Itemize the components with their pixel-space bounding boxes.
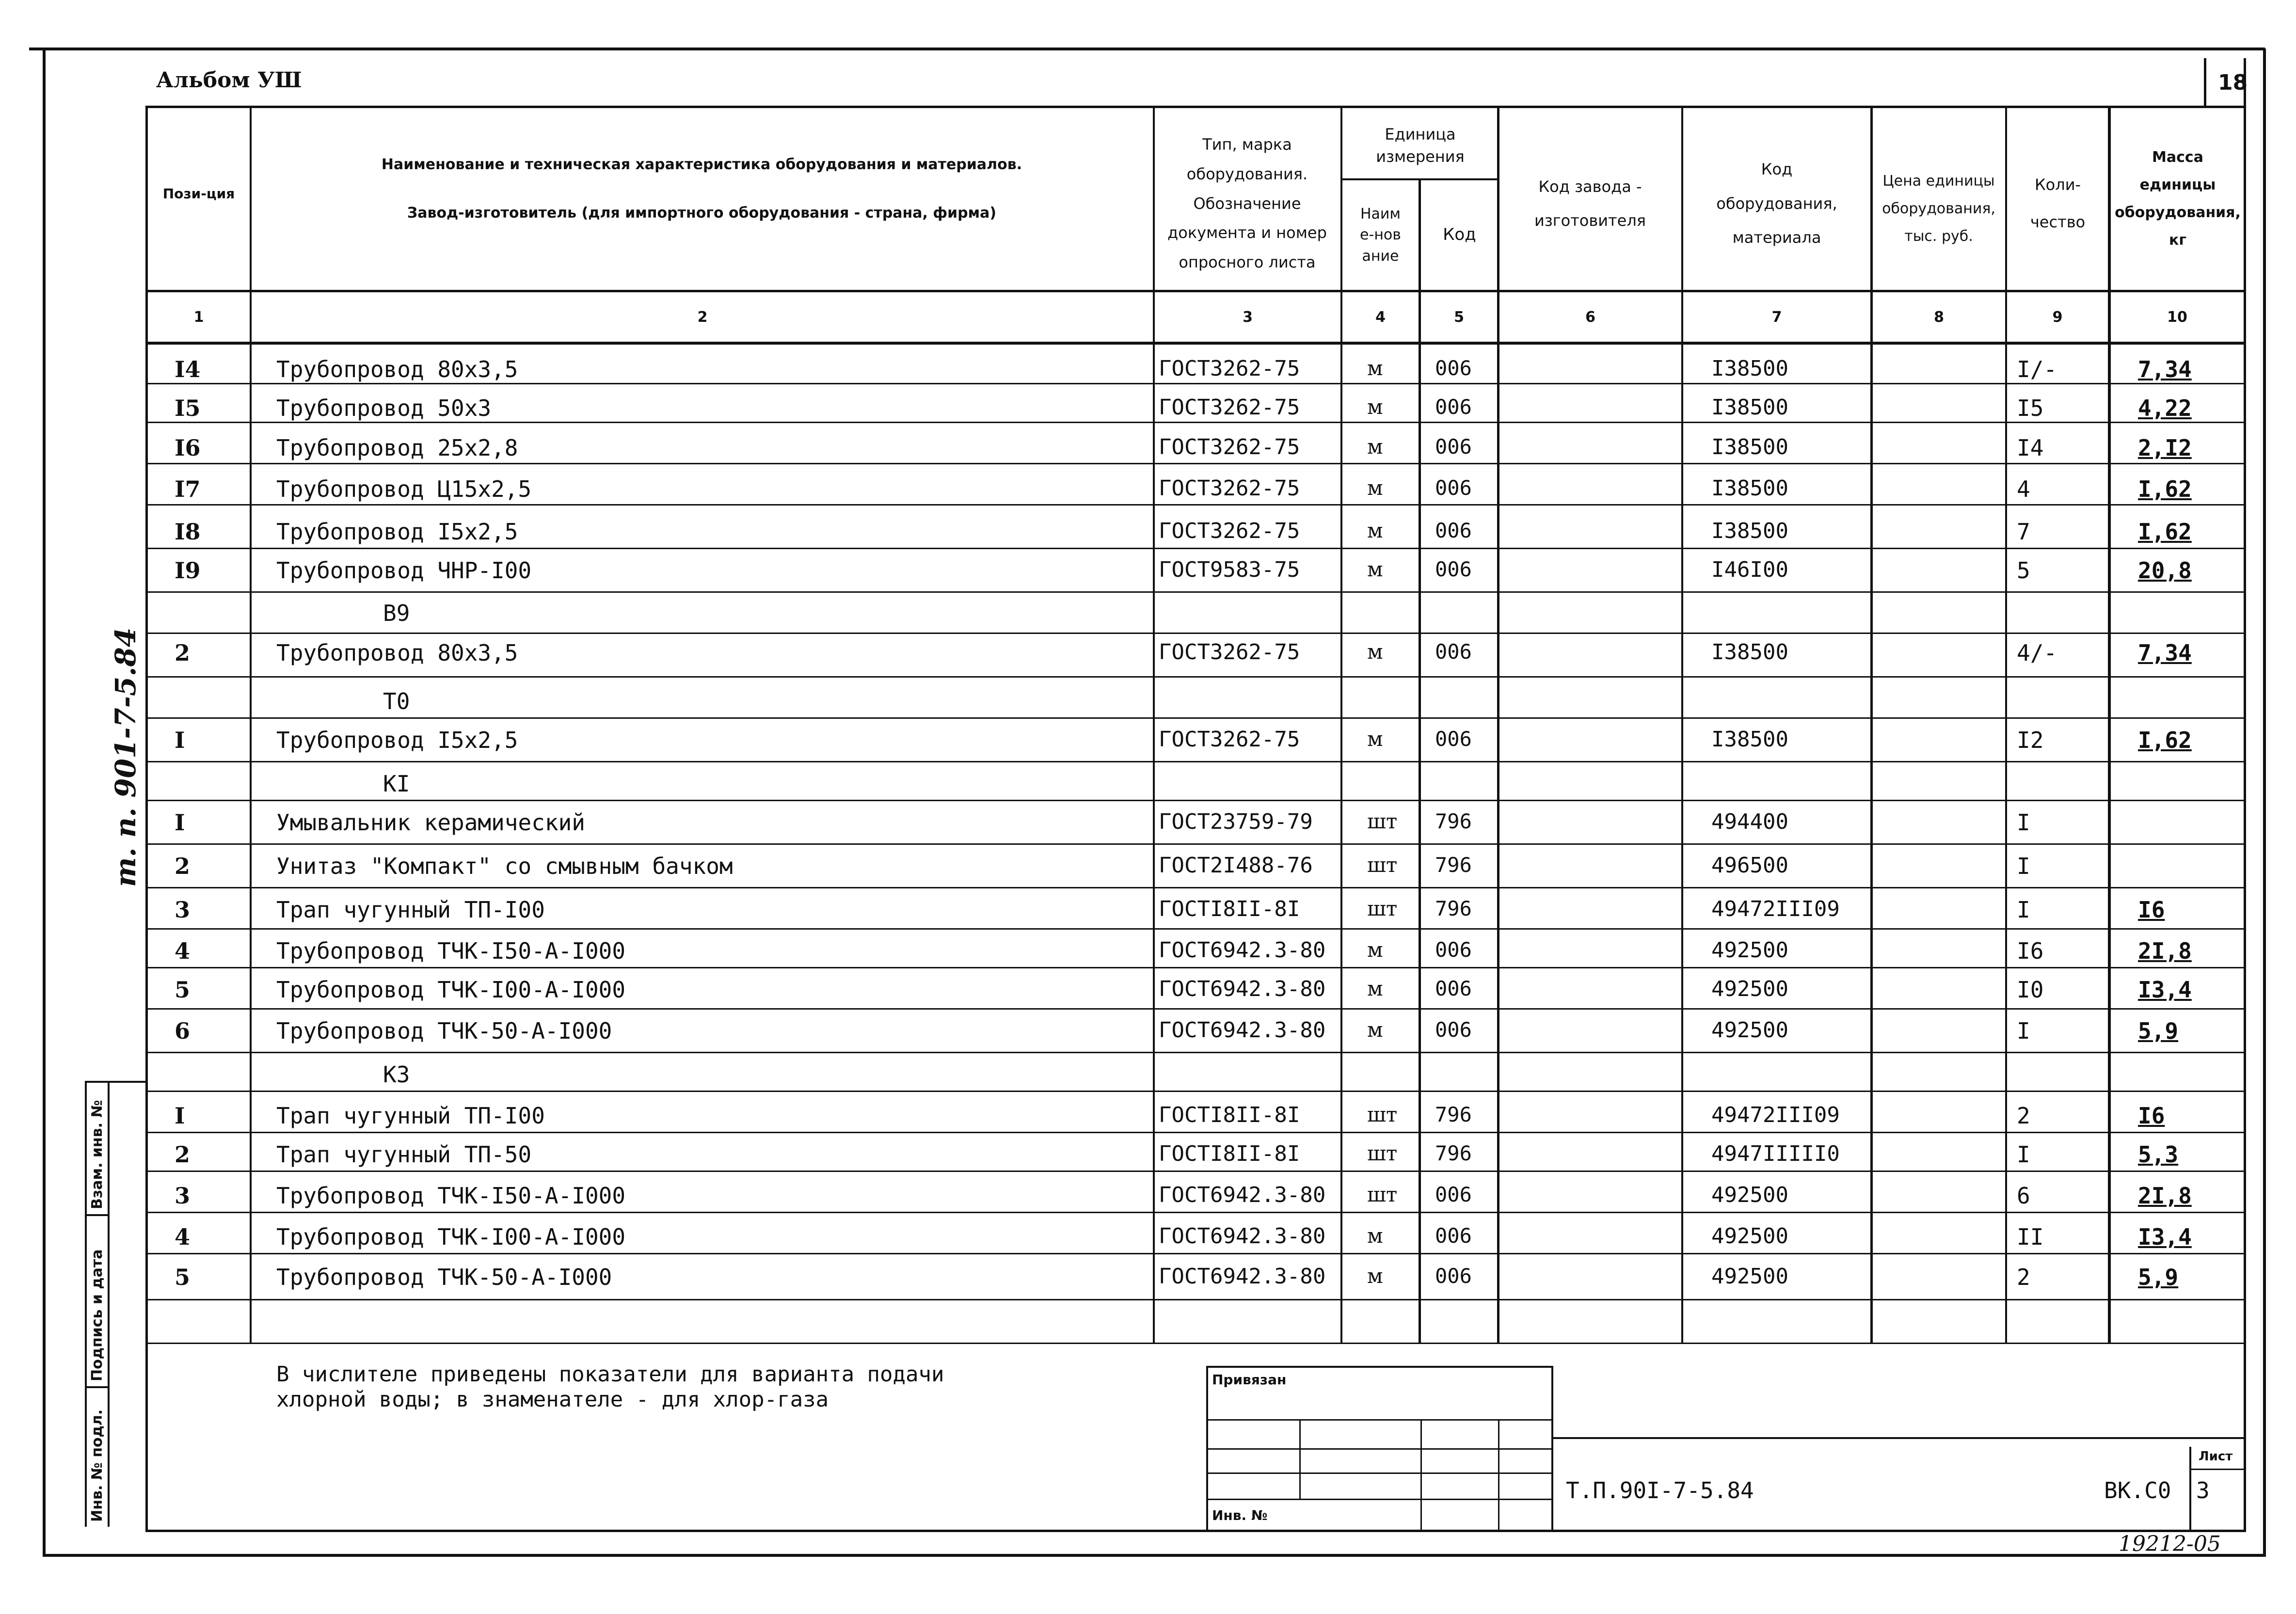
row-position: 2: [175, 1141, 191, 1168]
row-divider: [148, 843, 2245, 845]
row-eq-code: I38500: [1711, 476, 1788, 501]
table-row: [0, 727, 2296, 756]
header-top-line: [145, 106, 2246, 108]
page-number: 18: [2218, 70, 2248, 95]
row-name: Трубопровод 80х3,5: [276, 356, 518, 382]
row-name: Трубопровод 50х3: [276, 395, 492, 421]
row-name: Трубопровод ТЧК-I00-А-I000: [276, 977, 626, 1003]
row-position: 5: [175, 977, 191, 1003]
row-eq-code: 49472III09: [1711, 897, 1840, 921]
row-doc: ГОСТ3262-75: [1159, 356, 1300, 381]
stamp-line-d: [1206, 1499, 1553, 1500]
row-qty: I: [2017, 1018, 2030, 1044]
row-position: I5: [175, 395, 201, 421]
row-divider: [148, 1171, 2245, 1172]
row-position: I: [175, 809, 185, 836]
side-podpis-data: Подпись и дата: [89, 1249, 106, 1381]
row-qty: I5: [2017, 395, 2044, 421]
row-divider: [148, 591, 2245, 593]
row-mass: I6: [2138, 1103, 2165, 1129]
row-qty: I0: [2017, 977, 2044, 1003]
row-position: 2: [175, 640, 191, 666]
row-mass: 5,9: [2138, 1264, 2179, 1290]
stamp-vline-3: [1498, 1420, 1499, 1530]
row-divider: [148, 967, 2245, 968]
row-qty: 2: [2017, 1264, 2030, 1290]
row-unit: шт: [1367, 1141, 1398, 1165]
hdr-name-line1: Наименование и техническая характеристика оборудования и материалов.: [381, 156, 1022, 174]
table-row: [0, 809, 2296, 839]
row-qty: 4/-: [2017, 640, 2057, 666]
row-eq-code: I38500: [1711, 356, 1788, 381]
hdr-position: Пози-ция: [162, 185, 235, 202]
row-name: Трап чугунный ТП-50: [276, 1141, 532, 1168]
note-line2: хлорной воды; в знаменателе - для хлор-газа: [276, 1387, 829, 1412]
row-eq-code: 4947IIIII0: [1711, 1141, 1840, 1166]
row-unit-code: 006: [1435, 727, 1472, 751]
row-eq-code: 49472III09: [1711, 1103, 1840, 1127]
row-eq-code: 492500: [1711, 1018, 1788, 1043]
table-row: [0, 640, 2296, 669]
row-position: I6: [175, 435, 201, 461]
row-doc: ГОСТ6942.3-80: [1159, 977, 1326, 1001]
table-row: [0, 1141, 2296, 1171]
row-name: Трубопровод ТЧК-50-А-I000: [276, 1264, 612, 1290]
stamp-inv-no: Инв. №: [1212, 1507, 1268, 1523]
colnum-7: 7: [1771, 308, 1782, 326]
row-unit: шт: [1367, 853, 1398, 877]
note-line1: В числителе приведены показатели для варианта подачи: [276, 1362, 944, 1387]
row-doc: ГОСТ3262-75: [1159, 727, 1300, 752]
colnum-9: 9: [2052, 308, 2063, 326]
hdr-factory-code: Код завода - изготовителя: [1534, 177, 1646, 230]
outer-frame-top: [29, 47, 2265, 50]
row-eq-code: 494400: [1711, 809, 1788, 834]
section-row: [0, 600, 2296, 629]
row-unit-code: 006: [1435, 1018, 1472, 1042]
row-unit: м: [1367, 557, 1383, 581]
outer-frame-right: [2263, 48, 2266, 1556]
row-unit-code: 796: [1435, 853, 1472, 877]
colnum-2: 2: [697, 308, 708, 326]
row-doc: ГОСТ6942.3-80: [1159, 1224, 1326, 1249]
row-divider: [148, 548, 2245, 549]
table-row: [0, 476, 2296, 505]
row-eq-code: 496500: [1711, 853, 1788, 878]
row-name: Трубопровод ТЧК-I50-А-I000: [276, 938, 626, 964]
row-unit-code: 006: [1435, 640, 1472, 664]
row-doc: ГОСТI8II-8I: [1159, 1103, 1300, 1127]
side-vertical-code: т. п. 901-7-5.84: [109, 627, 142, 887]
row-mass: I3,4: [2138, 977, 2192, 1003]
stamp-privyazan: Привязан: [1212, 1372, 1287, 1388]
row-unit: м: [1367, 1264, 1383, 1288]
row-unit-code: 796: [1435, 1141, 1472, 1165]
row-position: I9: [175, 557, 201, 584]
colnum-bottom-line: [145, 342, 2246, 345]
row-unit-code: 796: [1435, 897, 1472, 920]
stamp-list-number: 3: [2196, 1477, 2210, 1503]
row-position: 6: [175, 1018, 191, 1044]
row-doc: ГОСТ3262-75: [1159, 640, 1300, 665]
outer-frame-left: [43, 48, 46, 1556]
section-label: Т0: [383, 688, 410, 714]
row-unit-code: 006: [1435, 395, 1472, 419]
row-qty: I4: [2017, 435, 2044, 461]
hdr-unit: Единица измерения: [1376, 125, 1465, 166]
row-eq-code: I38500: [1711, 727, 1788, 752]
row-name: Трубопровод Ц15х2,5: [276, 476, 532, 502]
row-eq-code: 492500: [1711, 1183, 1788, 1207]
row-name: Трубопровод ТЧК-50-А-I000: [276, 1018, 612, 1044]
row-divider: [148, 761, 2245, 762]
row-unit-code: 006: [1435, 476, 1472, 500]
side-inv-podl: Инв. № подл.: [89, 1409, 106, 1522]
row-doc: ГОСТ9583-75: [1159, 557, 1300, 582]
row-unit: м: [1367, 519, 1383, 542]
row-mass: 4,22: [2138, 395, 2192, 421]
row-mass: I3,4: [2138, 1224, 2192, 1250]
row-divider: [148, 928, 2245, 930]
section-row: [0, 771, 2296, 800]
margin-box-left: [85, 1081, 87, 1527]
stamp-vline-1: [1299, 1420, 1301, 1500]
row-doc: ГОСТ6942.3-80: [1159, 1018, 1326, 1043]
row-position: 4: [175, 938, 191, 964]
row-eq-code: I38500: [1711, 435, 1788, 459]
row-eq-code: 492500: [1711, 1264, 1788, 1289]
hdr-price: Цена единицы оборудования, тыс. руб.: [1882, 172, 1995, 245]
title-block-top-line: [1551, 1437, 2245, 1439]
table-row: [0, 853, 2296, 882]
row-mass: I,62: [2138, 727, 2192, 753]
stamp-designation: Т.П.90I-7-5.84: [1566, 1477, 1754, 1503]
row-unit-code: 006: [1435, 356, 1472, 380]
hdr-qty: Коли-чество: [2030, 175, 2086, 231]
row-divider: [148, 800, 2245, 801]
section-row: [0, 688, 2296, 717]
margin-box-top: [85, 1081, 145, 1083]
row-divider: [148, 422, 2245, 423]
row-qty: I6: [2017, 938, 2044, 964]
row-mass: 20,8: [2138, 557, 2192, 584]
archive-number: 19212-05: [2119, 1532, 2221, 1556]
row-unit-code: 006: [1435, 938, 1472, 962]
row-divider: [148, 1091, 2245, 1092]
row-mass: 7,34: [2138, 640, 2192, 666]
table-row: [0, 938, 2296, 967]
row-position: I: [175, 727, 185, 753]
row-name: Умывальник керамический: [276, 809, 585, 836]
row-unit: м: [1367, 727, 1383, 751]
row-mass: 7,34: [2138, 356, 2192, 382]
row-eq-code: 492500: [1711, 1224, 1788, 1249]
table-row: [0, 519, 2296, 548]
margin-box-div2: [85, 1386, 109, 1388]
row-unit: шт: [1367, 1183, 1398, 1206]
section-label: В9: [383, 600, 410, 626]
row-divider: [148, 383, 2245, 384]
row-divider: [148, 887, 2245, 888]
row-mass: I,62: [2138, 476, 2192, 502]
row-doc: ГОСТ3262-75: [1159, 435, 1300, 459]
row-divider: [148, 1343, 2245, 1344]
row-qty: 4: [2017, 476, 2030, 502]
row-unit-code: 006: [1435, 977, 1472, 1000]
row-eq-code: I46I00: [1711, 557, 1788, 582]
row-divider: [148, 504, 2245, 506]
row-name: Унитаз "Компакт" со смывным бачком: [276, 853, 733, 879]
stamp-list-label: Лист: [2199, 1449, 2233, 1464]
row-unit-code: 796: [1435, 1103, 1472, 1126]
row-divider: [148, 1132, 2245, 1133]
album-title: Альбом УШ: [156, 68, 302, 93]
row-divider: [148, 463, 2245, 464]
stamp-line-a: [1206, 1419, 1553, 1421]
list-box-left: [2189, 1447, 2191, 1532]
row-divider: [148, 1052, 2245, 1053]
row-unit-code: 006: [1435, 519, 1472, 542]
table-row: [0, 1103, 2296, 1132]
colnum-5: 5: [1454, 308, 1464, 326]
row-name: Трубопровод 80х3,5: [276, 640, 518, 666]
colnum-8: 8: [1934, 308, 1944, 326]
row-position: 3: [175, 897, 191, 923]
row-unit-code: 006: [1435, 1183, 1472, 1206]
hdr-doc: Тип, марка оборудования. Обозначение документа и номер опросного листа: [1167, 135, 1327, 272]
table-row: [0, 1224, 2296, 1253]
row-doc: ГОСТ3262-75: [1159, 476, 1300, 501]
hdr-name-line2: Завод-изготовитель (для импортного оборудования - страна, фирма): [407, 205, 997, 222]
row-doc: ГОСТ2I488-76: [1159, 853, 1313, 878]
row-unit: м: [1367, 1224, 1383, 1248]
row-unit-code: 006: [1435, 557, 1472, 581]
row-mass: 2,I2: [2138, 435, 2192, 461]
list-box-mid: [2189, 1469, 2245, 1470]
row-doc: ГОСТ3262-75: [1159, 519, 1300, 543]
hdr-unit-name: Наиме-нование: [1360, 205, 1401, 265]
table-row: [0, 395, 2296, 424]
row-eq-code: 492500: [1711, 977, 1788, 1001]
row-unit: шт: [1367, 897, 1398, 920]
unit-split-line: [1340, 178, 1498, 180]
hdr-mass: Масса единицы оборудования, кг: [2115, 149, 2241, 249]
row-doc: ГОСТI8II-8I: [1159, 1141, 1300, 1166]
row-qty: I: [2017, 897, 2030, 923]
row-name: Трубопровод ЧНР-I00: [276, 557, 532, 584]
stamp-line-b: [1206, 1448, 1553, 1450]
row-unit: м: [1367, 435, 1383, 459]
row-position: I8: [175, 519, 201, 545]
row-unit: м: [1367, 938, 1383, 962]
row-divider: [148, 717, 2245, 719]
row-position: 5: [175, 1264, 191, 1290]
row-doc: ГОСТI8II-8I: [1159, 897, 1300, 921]
table-row: [0, 435, 2296, 464]
stamp-vline-2: [1420, 1420, 1422, 1530]
row-divider: [148, 1253, 2245, 1254]
row-doc: ГОСТ6942.3-80: [1159, 1264, 1326, 1289]
stamp-top-line: [1206, 1366, 1553, 1368]
row-name: Трубопровод I5х2,5: [276, 727, 518, 753]
row-qty: I/-: [2017, 356, 2057, 382]
table-row: [0, 356, 2296, 385]
hdr-unit-code: Код: [1443, 225, 1476, 245]
table-row: [0, 1183, 2296, 1212]
stamp-mark: ВК.С0: [2104, 1477, 2171, 1503]
row-position: I4: [175, 356, 201, 382]
table-row: [0, 1018, 2296, 1047]
row-doc: ГОСТ23759-79: [1159, 809, 1313, 834]
row-unit: м: [1367, 476, 1383, 500]
row-mass: I6: [2138, 897, 2165, 923]
margin-box-div1: [85, 1214, 109, 1216]
row-mass: 5,3: [2138, 1141, 2179, 1168]
header-bottom-line: [145, 290, 2246, 292]
row-name: Трап чугунный ТП-I00: [276, 897, 545, 923]
row-qty: 2: [2017, 1103, 2030, 1129]
row-mass: 5,9: [2138, 1018, 2179, 1044]
section-label: КI: [383, 771, 410, 797]
stamp-line-c: [1206, 1472, 1553, 1474]
row-name: Трубопровод ТЧК-I50-А-I000: [276, 1183, 626, 1209]
outer-frame-bottom: [43, 1554, 2266, 1557]
section-label: К3: [383, 1061, 410, 1088]
row-name: Трап чугунный ТП-I00: [276, 1103, 545, 1129]
row-divider: [148, 1008, 2245, 1010]
row-name: Трубопровод I5х2,5: [276, 519, 518, 545]
row-doc: ГОСТ6942.3-80: [1159, 1183, 1326, 1207]
row-unit: м: [1367, 356, 1383, 380]
row-qty: I: [2017, 1141, 2030, 1168]
row-unit-code: 796: [1435, 809, 1472, 833]
row-position: 4: [175, 1224, 191, 1250]
table-row: [0, 1264, 2296, 1293]
row-qty: I: [2017, 809, 2030, 836]
row-qty: 5: [2017, 557, 2030, 584]
row-divider: [148, 1299, 2245, 1300]
row-eq-code: 492500: [1711, 938, 1788, 963]
row-unit: шт: [1367, 1103, 1398, 1126]
row-name: Трубопровод 25х2,8: [276, 435, 518, 461]
row-position: 2: [175, 853, 191, 879]
side-vzam-inv: Взам. инв. №: [89, 1100, 106, 1209]
row-qty: 7: [2017, 519, 2030, 545]
margin-box-right: [108, 1081, 110, 1527]
row-mass: 2I,8: [2138, 938, 2192, 964]
row-unit-code: 006: [1435, 1264, 1472, 1288]
row-unit-code: 006: [1435, 1224, 1472, 1248]
colnum-3: 3: [1243, 308, 1253, 326]
colnum-6: 6: [1585, 308, 1595, 326]
colnum-1: 1: [193, 308, 204, 326]
row-unit: м: [1367, 977, 1383, 1000]
row-mass: 2I,8: [2138, 1183, 2192, 1209]
row-divider: [148, 633, 2245, 634]
table-row: [0, 557, 2296, 586]
section-row: [0, 1061, 2296, 1091]
row-qty: II: [2017, 1224, 2044, 1250]
table-row: [0, 897, 2296, 926]
row-doc: ГОСТ6942.3-80: [1159, 938, 1326, 963]
row-doc: ГОСТ3262-75: [1159, 395, 1300, 420]
row-unit: шт: [1367, 809, 1398, 833]
row-unit-code: 006: [1435, 435, 1472, 459]
row-qty: 6: [2017, 1183, 2030, 1209]
hdr-eq-code: Код оборудования, материала: [1716, 160, 1837, 247]
row-unit: м: [1367, 395, 1383, 419]
row-divider: [148, 1212, 2245, 1213]
row-eq-code: I38500: [1711, 395, 1788, 420]
row-position: I7: [175, 476, 201, 502]
row-position: 3: [175, 1183, 191, 1209]
row-eq-code: I38500: [1711, 519, 1788, 543]
table-row: [0, 977, 2296, 1006]
inner-frame-bottom: [145, 1530, 2246, 1532]
page-number-box-left: [2204, 58, 2206, 107]
row-qty: I2: [2017, 727, 2044, 753]
row-eq-code: I38500: [1711, 640, 1788, 665]
row-mass: I,62: [2138, 519, 2192, 545]
row-position: I: [175, 1103, 185, 1129]
colnum-4: 4: [1375, 308, 1386, 326]
row-name: Трубопровод ТЧК-I00-А-I000: [276, 1224, 626, 1250]
row-unit: м: [1367, 640, 1383, 664]
row-divider: [148, 676, 2245, 678]
row-unit: м: [1367, 1018, 1383, 1042]
colnum-10: 10: [2167, 308, 2187, 326]
row-qty: I: [2017, 853, 2030, 879]
